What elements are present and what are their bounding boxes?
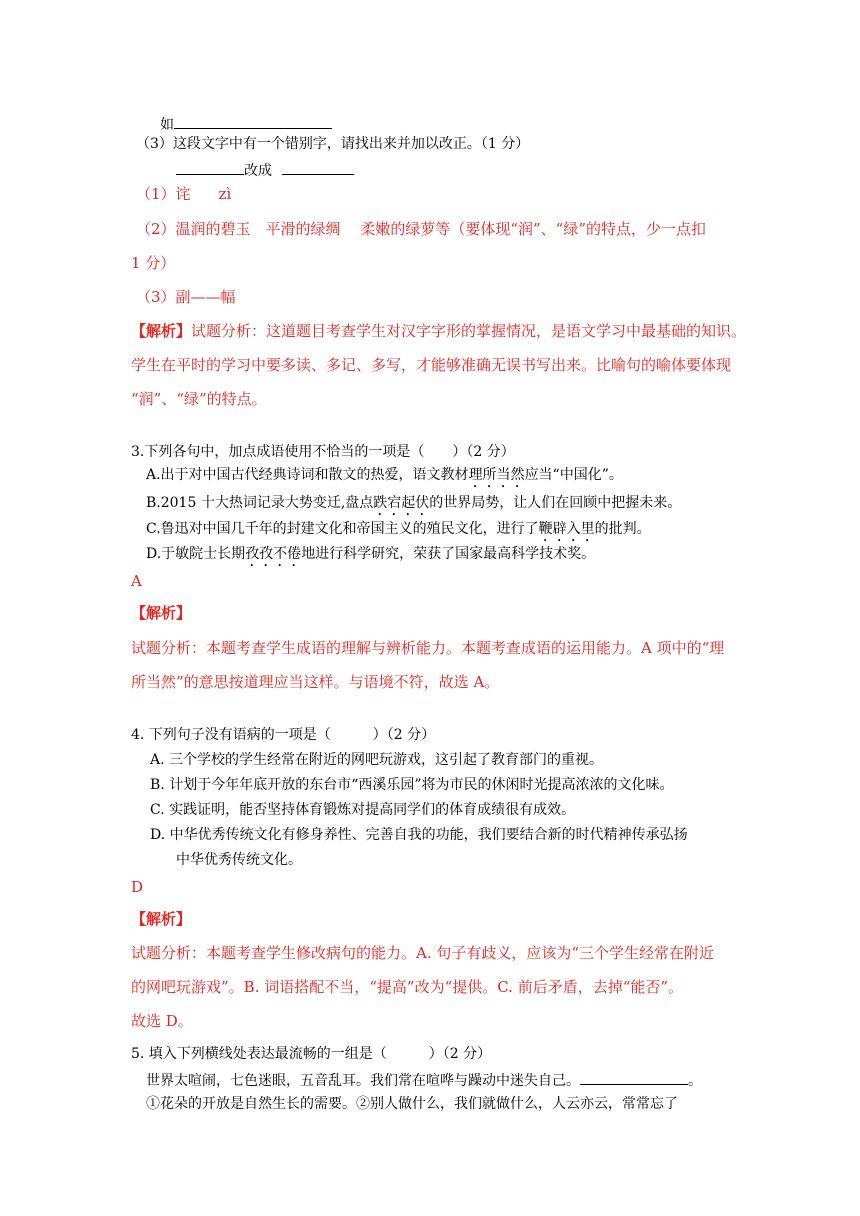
q3-option-d bbox=[146, 545, 595, 570]
q4-option-d-line-2: 中华优秀传统文化。 bbox=[176, 852, 302, 868]
analysis-paragraph-q2 bbox=[131, 322, 746, 340]
passage-end: 。 bbox=[688, 1073, 702, 1089]
ru-prefix: 如 bbox=[160, 117, 174, 133]
q2-correction-line bbox=[176, 160, 354, 180]
wrong-char-blank[interactable] bbox=[176, 160, 244, 175]
option-c-text: C.鲁迅对中国几千年的封建文化和帝国主义的殖民文化，进行了 bbox=[146, 521, 539, 537]
q5-stem: 5. 填入下列横线处表达最流畅的一组是（ ）（2 分） bbox=[131, 1046, 492, 1062]
q2-question-3: （3）这段文字中有一个错别字，请找出来并加以改正。（1 分） bbox=[136, 136, 530, 152]
answer-1-pinyin: zì bbox=[218, 185, 232, 203]
q3-analysis-line-2: 所当然”的意思按道理应当这样。与语境不符，故选 A。 bbox=[131, 673, 500, 691]
analysis-line-1: 试题分析：这道题目考查学生对汉字字形的掌握情况，是语文学习中最基础的知识。 bbox=[191, 322, 747, 340]
passage-text: 世界太喧闹，七色迷眼，五音乱耳。我们常在喧哗与躁动中迷失自己。 bbox=[146, 1073, 580, 1089]
option-c-idiom: 鞭辟入里 bbox=[538, 521, 595, 537]
q4-option-b: B. 计划于今年年底开放的东台市“西溪乐园”将为市民的休闲时光提高浓浓的文化味。 bbox=[150, 777, 674, 793]
q4-analysis-line-2: 的网吧玩游戏”。B. 词语搭配不当，“提高”改为“提供。C. 前后矛盾，去掉“能否”。 bbox=[131, 978, 684, 996]
option-b-tail: 的世界局势，让人们在回顾中把握未来。 bbox=[429, 495, 682, 511]
option-a-text: A.出于对中国古代经典诗词和散文的热爱，语文教材 bbox=[146, 467, 469, 483]
q3-option-c bbox=[146, 520, 651, 545]
answer-2-line-2: 1 分） bbox=[131, 254, 176, 272]
change-word: 改成 bbox=[244, 163, 272, 179]
q3-answer: A bbox=[131, 572, 142, 590]
analysis-tag: 【解析】 bbox=[131, 322, 192, 340]
analysis-line-2: 学生在平时的学习中要多读、多记、多写，才能够准确无误书写出来。比喻句的喻体要体现 bbox=[131, 356, 732, 374]
correct-char-blank[interactable] bbox=[282, 160, 354, 175]
option-a-tail: 应当“中国化”。 bbox=[524, 467, 623, 483]
q4-option-a: A. 三个学校的学生经常在附近的网吧玩游戏，这引起了教育部门的重视。 bbox=[150, 752, 604, 768]
q4-answer: D bbox=[131, 878, 144, 896]
q3-option-b bbox=[146, 494, 681, 519]
q3-analysis-tag: 【解析】 bbox=[131, 604, 192, 622]
answer-blank[interactable] bbox=[174, 114, 332, 129]
answer-2-line-1: （2）温润的碧玉 平滑的绿绸 柔嫩的绿萝等（要体现“润”、“绿”的特点，少一点扣 bbox=[136, 220, 706, 238]
q4-analysis-line-1: 试题分析：本题考查学生修改病句的能力。A. 句子有歧义，应该为“三个学生经常在附近 bbox=[131, 944, 715, 962]
answer-1 bbox=[136, 185, 231, 203]
option-a-idiom: 理所当然 bbox=[468, 467, 525, 483]
option-d-tail: 地进行科学研究，荣获了国家最高科学技术奖。 bbox=[301, 546, 596, 562]
q5-passage-line-2: ①花朵的开放是自然生长的需要。②别人做什么，我们就做什么，人云亦云，常常忘了 bbox=[146, 1096, 678, 1112]
option-b-idiom: 跌宕起伏 bbox=[373, 495, 430, 511]
q3-analysis-line-1: 试题分析：本题考查学生成语的理解与辨析能力。本题考查成语的运用能力。A 项中的“理 bbox=[131, 639, 725, 657]
option-b-text: B.2015 十大热词记录大势变迁,盘点 bbox=[146, 495, 374, 511]
answer-1-label: （1）诧 bbox=[136, 185, 191, 203]
answer-3: （3）副——幅 bbox=[136, 288, 236, 306]
option-d-text: D.于敏院士长期 bbox=[146, 546, 246, 562]
q2-ru-line bbox=[160, 114, 332, 134]
fill-in-blank[interactable] bbox=[580, 1070, 688, 1085]
q3-stem: 3.下列各句中，加点成语使用不恰当的一项是（ ）（2 分） bbox=[131, 444, 515, 460]
q5-passage-line-1 bbox=[146, 1070, 702, 1090]
q4-option-c: C. 实践证明，能否坚持体育锻炼对提高同学们的体育成绩很有成效。 bbox=[150, 802, 576, 818]
option-c-tail: 的批判。 bbox=[594, 521, 651, 537]
q4-option-d-line-1: D. 中华优秀传统文化有修身养性、完善自我的功能，我们要结合新的时代精神传承弘扬 bbox=[150, 827, 688, 843]
q4-stem: 4. 下列句子没有语病的一项是（ ）（2 分） bbox=[131, 727, 436, 743]
q4-analysis-line-3: 故选 D。 bbox=[131, 1012, 193, 1030]
q3-option-a bbox=[146, 466, 623, 491]
option-d-idiom: 孜孜不倦 bbox=[245, 546, 302, 562]
analysis-line-3: “润”、“绿”的特点。 bbox=[131, 390, 267, 408]
q4-analysis-tag: 【解析】 bbox=[131, 910, 192, 928]
